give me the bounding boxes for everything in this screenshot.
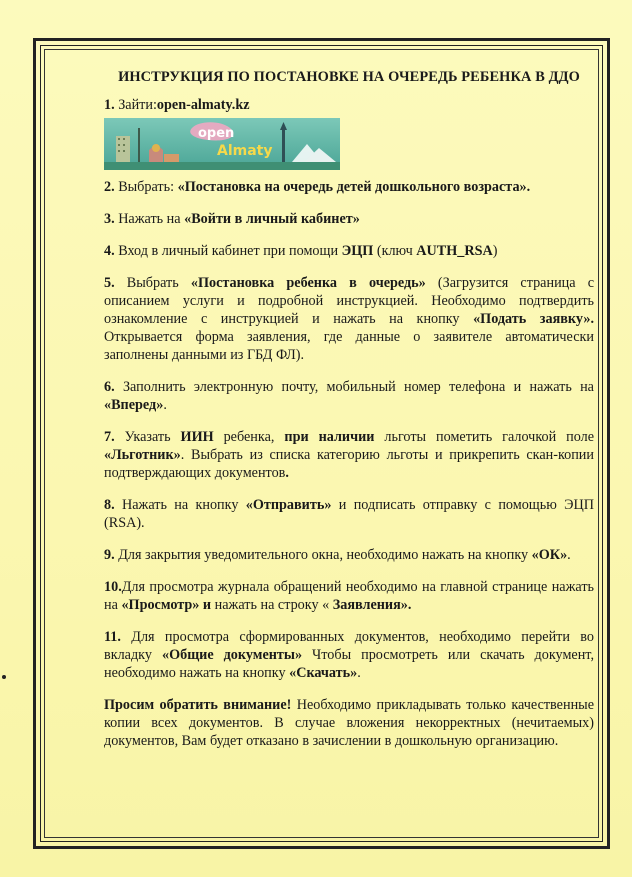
step-1: 1. Зайти:open-almaty.kz	[104, 97, 250, 113]
document-content	[104, 64, 594, 764]
step-10: 10.Для просмотра журнала обращений необходимо на главной странице нажать на «Просмотр» и нажать на строку « Заявления».	[104, 579, 594, 613]
step-11: 11. Для просмотра сформированных документов, необходимо перейти во вкладку «Общие документы» Чтобы просмотреть или скачать документ, необходимо нажать на кнопку «Скачать».	[104, 629, 594, 681]
step-5: 5. Выбрать «Постановка ребенка в очередь» (Загрузится страница с описанием услуги и подробной инструкцией. Необходимо подтвердить ознакомление с инструкцией и нажать на кнопку «Подать заявку». Открывается форма заявления, где данные о заявителе автоматически заполнены данными из ГБД ФЛ).	[104, 275, 595, 363]
step-7: 7. Указать ИИН ребенка, при наличии льготы пометить галочкой поле «Льготник». Выбрать из списка категорию льготы и прикрепить скан-копии подтверждающих документов.	[104, 429, 594, 481]
scan-mark	[2, 675, 6, 679]
step-4: 4. Вход в личный кабинет при помощи ЭЦП (ключ AUTH_RSA)	[104, 243, 498, 259]
step-2: 2. Выбрать: «Постановка на очередь детей дошкольного возраста».	[104, 179, 531, 195]
step-9: 9. Для закрытия уведомительного окна, необходимо нажать на кнопку «ОК».	[104, 547, 571, 563]
document-title: ИНСТРУКЦИЯ ПО ПОСТАНОВКЕ НА ОЧЕРЕДЬ РЕБЕНКА В ДДО	[118, 69, 580, 85]
important-notice: Просим обратить внимание! Необходимо прикладывать только качественные копии всех документов. В случае вложения некорректных (нечитаемых) документов, Вам будет отказано в зачислении в дошкольную организацию.	[104, 697, 594, 749]
step-6: 6. Заполнить электронную почту, мобильный номер телефона и нажать на «Вперед».	[104, 379, 594, 413]
step-3: 3. Нажать на «Войти в личный кабинет»	[104, 211, 360, 227]
open-almaty-logo	[104, 118, 340, 170]
logo-word-open: open	[198, 126, 235, 141]
logo-word-almaty: Almaty	[217, 143, 273, 159]
site-link[interactable]: open-almaty.kz	[156, 97, 250, 113]
step-8: 8. Нажать на кнопку «Отправить» и подписать отправку с помощью ЭЦП (RSA).	[104, 497, 594, 531]
